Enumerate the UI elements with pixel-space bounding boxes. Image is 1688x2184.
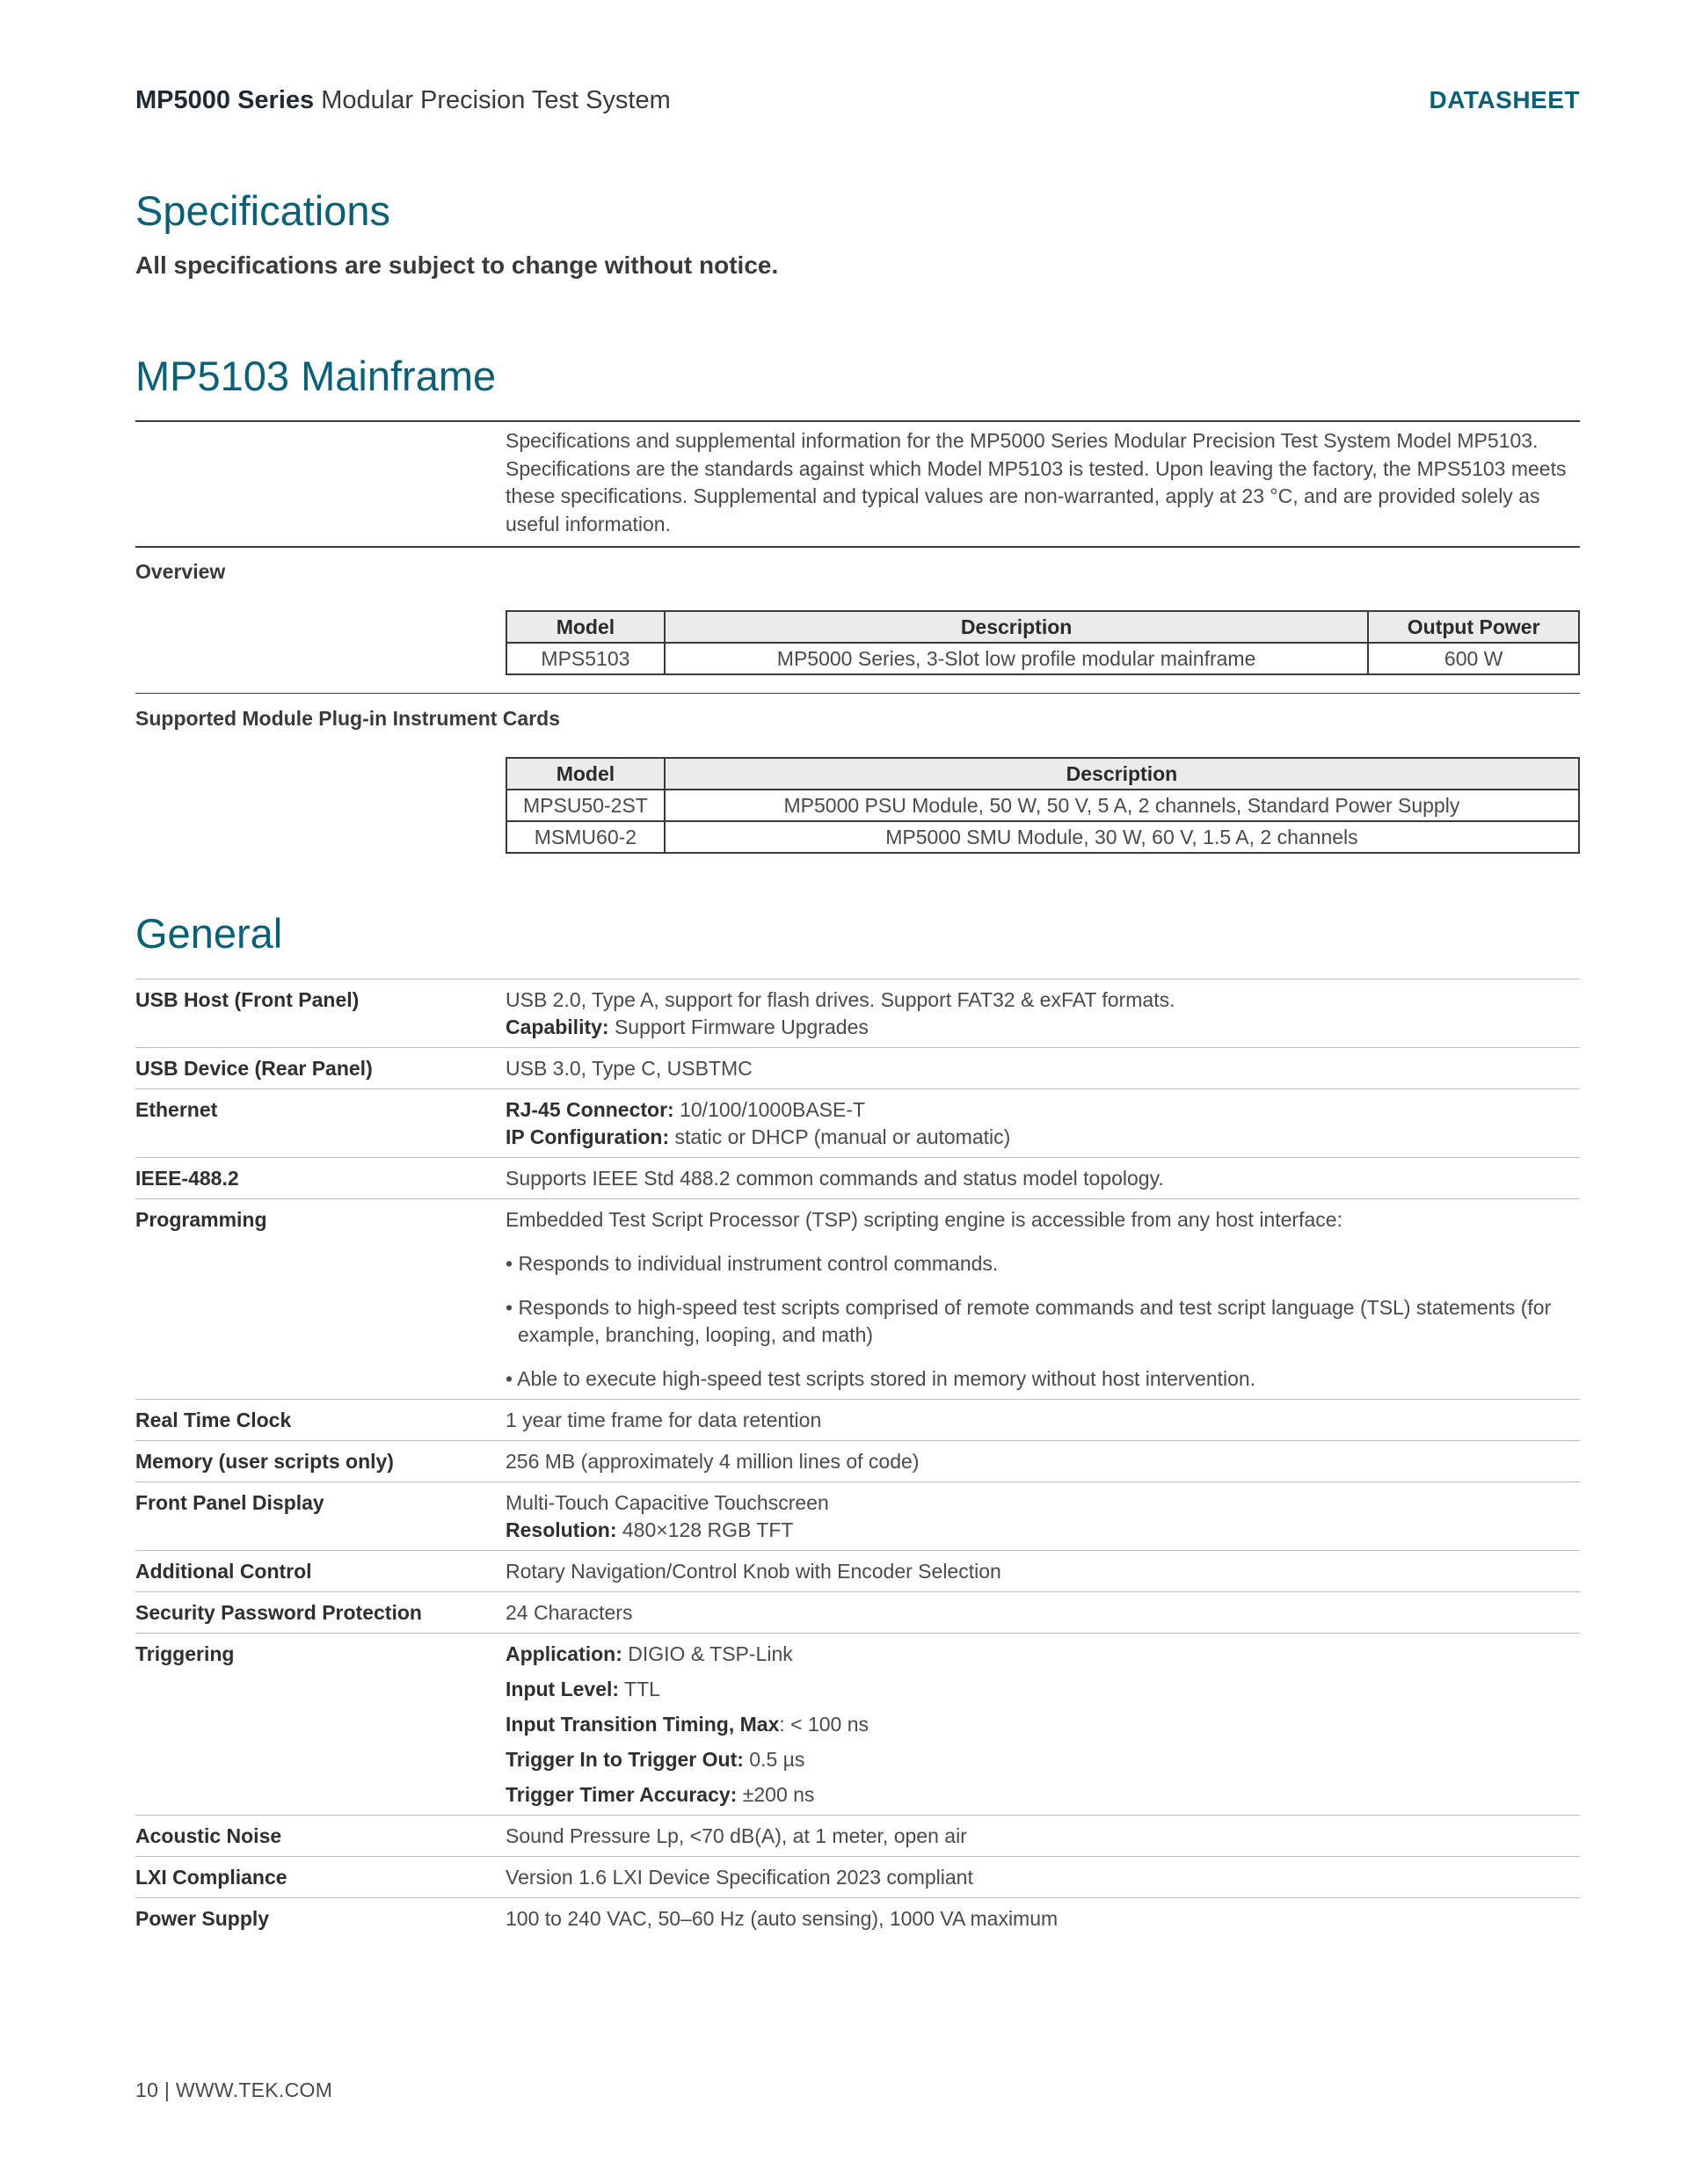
spec-text <box>506 1781 1580 1809</box>
spec-label: Power Supply <box>135 1907 270 1930</box>
table-header-row <box>506 611 1579 643</box>
spec-text <box>506 1711 1580 1738</box>
spec-text: static or DHCP (manual or automatic) <box>669 1125 1011 1148</box>
spec-text: Support Firmware Upgrades <box>608 1016 869 1038</box>
header-brand <box>135 86 671 115</box>
spec-text: Embedded Test Script Processor (TSP) scripting engine is accessible from any host interface: <box>506 1208 1342 1231</box>
spec-value: 256 MB (approximately 4 million lines of code) <box>506 1450 920 1473</box>
overview-table <box>506 610 1580 675</box>
spec-value: 24 Characters <box>506 1601 633 1624</box>
spec-text <box>506 1014 1580 1041</box>
spec-text: 10/100/1000BASE-T <box>673 1098 866 1121</box>
page-footer: 10 | WWW.TEK.COM <box>135 2078 333 2101</box>
table-row <box>506 643 1579 674</box>
header-series: MP5000 Series <box>135 86 315 114</box>
datasheet-page <box>135 0 1580 2184</box>
spec-label: USB Host (Front Panel) <box>135 988 360 1011</box>
table-cell: MP5000 PSU Module, 50 W, 50 V, 5 A, 2 channels, Standard Power Supply <box>665 790 1579 821</box>
spec-row-usb-device <box>135 1047 1580 1088</box>
spec-value <box>506 1206 1580 1393</box>
general-title: General <box>135 910 283 957</box>
spec-label: USB Device (Rear Panel) <box>135 1057 373 1080</box>
spec-text: TTL <box>619 1678 660 1700</box>
spec-text: 480×128 RGB TFT <box>616 1518 794 1541</box>
spec-label: Security Password Protection <box>135 1601 422 1624</box>
table-header-cell: Description <box>665 758 1579 790</box>
spec-text: : < 100 ns <box>779 1713 869 1736</box>
spec-row-password <box>135 1591 1580 1633</box>
spec-value <box>506 1641 1580 1809</box>
spec-row-ieee <box>135 1157 1580 1198</box>
spec-text: DIGIO & TSP-Link <box>622 1642 793 1665</box>
table-header-row <box>506 758 1579 790</box>
spec-text: USB 2.0, Type A, support for flash drives. Support FAT32 & exFAT formats. <box>506 988 1175 1011</box>
spec-value: Version 1.6 LXI Device Specification 2023 compliant <box>506 1866 973 1889</box>
header-product: Modular Precision Test System <box>321 86 671 114</box>
table-cell: 600 W <box>1368 643 1579 674</box>
spec-label: Real Time Clock <box>135 1409 292 1431</box>
table-header-cell: Model <box>506 611 665 643</box>
spec-row-acoustic <box>135 1815 1580 1856</box>
table-row <box>506 790 1579 821</box>
spec-text <box>506 1641 1580 1668</box>
modules-label: Supported Module Plug-in Instrument Cards <box>135 707 560 730</box>
bullet-item: • Responds to individual instrument control commands. <box>506 1252 999 1275</box>
spec-row-rtc <box>135 1399 1580 1440</box>
spec-key: Resolution: <box>506 1518 617 1541</box>
bullet-item: • Able to execute high-speed test scripts stored in memory without host intervention. <box>506 1367 1256 1390</box>
spec-label: IEEE-488.2 <box>135 1167 239 1190</box>
spec-value: 1 year time frame for data retention <box>506 1409 822 1431</box>
table-cell: MPS5103 <box>506 643 665 674</box>
spec-value: Sound Pressure Lp, <70 dB(A), at 1 meter, open air <box>506 1824 967 1847</box>
spec-text: ±200 ns <box>737 1783 815 1806</box>
spec-key: Input Transition Timing, Max <box>506 1713 780 1736</box>
table-header-cell: Description <box>665 611 1368 643</box>
spec-value <box>506 1096 1580 1151</box>
table-cell: MP5000 Series, 3-Slot low profile modular mainframe <box>665 643 1368 674</box>
modules-table <box>506 757 1580 854</box>
spec-row-display <box>135 1481 1580 1550</box>
spec-label: Programming <box>135 1208 267 1231</box>
spec-text <box>506 1517 1580 1544</box>
spec-row-ethernet <box>135 1088 1580 1157</box>
spec-text <box>506 1676 1580 1703</box>
table-header-cell: Output Power <box>1368 611 1579 643</box>
spec-value: Supports IEEE Std 488.2 common commands and status model topology. <box>506 1167 1164 1190</box>
spec-text: 0.5 µs <box>743 1748 805 1771</box>
spec-label: Acoustic Noise <box>135 1824 282 1847</box>
spec-label: Memory (user scripts only) <box>135 1450 394 1473</box>
spec-key: IP Configuration: <box>506 1125 670 1148</box>
spec-value: USB 3.0, Type C, USBTMC <box>506 1057 753 1080</box>
mainframe-intro: Specifications and supplemental information for the MP5000 Series Modular Precision Test System Model MP5103. Specifications are the standards against which Model MP5103 is tested. Upon leaving the factory, the MPS5103 meets these specifications. Supplemental and typical values are non-warranted, apply at 23 °C, and are provided solely as useful information. <box>506 429 1567 535</box>
spec-row-triggering <box>135 1633 1580 1815</box>
spec-text <box>506 1746 1580 1773</box>
page-header <box>135 86 1580 121</box>
specifications-title: Specifications <box>135 187 390 234</box>
table-row <box>506 821 1579 853</box>
mainframe-title: MP5103 Mainframe <box>135 353 497 399</box>
specifications-subtitle: All specifications are subject to change without notice. <box>135 251 779 279</box>
spec-text <box>506 1096 1580 1124</box>
divider <box>135 693 1580 694</box>
spec-key: RJ-45 Connector: <box>506 1098 674 1121</box>
spec-key: Trigger In to Trigger Out: <box>506 1748 744 1771</box>
spec-key: Input Level: <box>506 1678 620 1700</box>
spec-label: Triggering <box>135 1642 235 1665</box>
general-spec-list <box>135 979 1580 1939</box>
table-cell: MP5000 SMU Module, 30 W, 60 V, 1.5 A, 2 channels <box>665 821 1579 853</box>
spec-value <box>506 986 1580 1041</box>
spec-label: Additional Control <box>135 1560 312 1583</box>
spec-row-memory <box>135 1440 1580 1481</box>
spec-key: Trigger Timer Accuracy: <box>506 1783 738 1806</box>
spec-key: Application: <box>506 1642 622 1665</box>
spec-text: Multi-Touch Capacitive Touchscreen <box>506 1491 829 1514</box>
spec-row-power <box>135 1897 1580 1939</box>
table-header-cell: Model <box>506 758 665 790</box>
divider <box>135 546 1580 548</box>
table-cell: MSMU60-2 <box>506 821 665 853</box>
spec-value <box>506 1489 1580 1544</box>
spec-value: Rotary Navigation/Control Knob with Encoder Selection <box>506 1560 1001 1583</box>
overview-label: Overview <box>135 560 226 583</box>
spec-label: Front Panel Display <box>135 1491 324 1514</box>
table-cell: MPSU50-2ST <box>506 790 665 821</box>
spec-label: LXI Compliance <box>135 1866 287 1889</box>
spec-row-usb-host <box>135 979 1580 1047</box>
bullet-item: • Responds to high-speed test scripts comprised of remote commands and test script language (TSL) statements (for example, branching, looping, and math) <box>506 1296 1552 1346</box>
divider <box>135 420 1580 422</box>
spec-value: 100 to 240 VAC, 50–60 Hz (auto sensing), 1000 VA maximum <box>506 1907 1059 1930</box>
header-datasheet-tag: DATASHEET <box>1429 86 1580 113</box>
spec-row-programming <box>135 1198 1580 1399</box>
spec-row-control <box>135 1550 1580 1591</box>
spec-key: Capability: <box>506 1016 609 1038</box>
spec-text <box>506 1124 1580 1151</box>
spec-label: Ethernet <box>135 1098 218 1121</box>
spec-row-lxi <box>135 1856 1580 1897</box>
